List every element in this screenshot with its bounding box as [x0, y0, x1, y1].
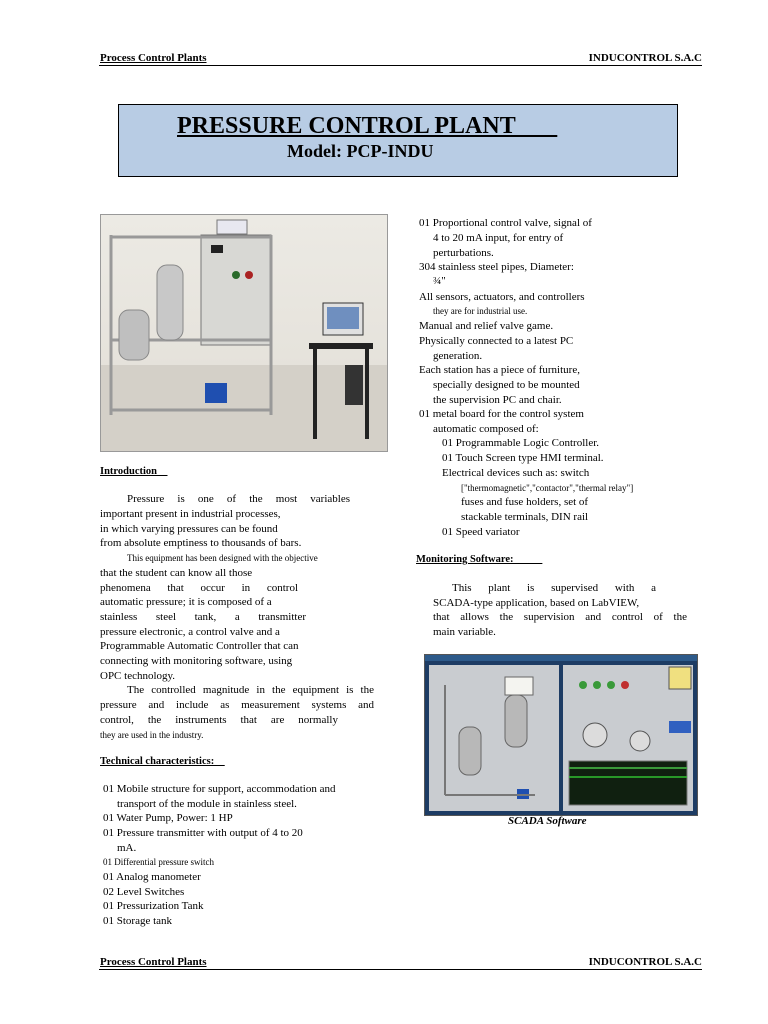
- spec-item-cont: specially designed to be mounted: [433, 379, 580, 391]
- intro-line: OPC technology.: [100, 670, 176, 682]
- technical-heading: Technical characteristics:: [100, 756, 225, 767]
- footer-right: INDUCONTROL S.A.C: [588, 956, 702, 968]
- sub-item: 01 Speed variator: [442, 526, 520, 538]
- intro-line: Pressure is one of the most variables: [127, 493, 350, 505]
- monitoring-line: main variable.: [433, 626, 496, 638]
- intro-line: they are used in the industry.: [100, 730, 204, 740]
- spec-item: All sensors, actuators, and controllers: [419, 291, 585, 303]
- page-title: PRESSURE CONTROL PLANT: [177, 113, 558, 139]
- spec-item: 01 Proportional control valve, signal of: [419, 217, 592, 229]
- tech-item: 01 Water Pump, Power: 1 HP: [103, 812, 233, 824]
- scada-screenshot: [424, 654, 698, 816]
- spec-item-cont: ¾": [433, 275, 446, 287]
- spec-item: Manual and relief valve game.: [419, 320, 554, 332]
- tech-item: 01 Storage tank: [103, 915, 173, 927]
- intro-line: pressure and include as measurement systems and: [100, 699, 374, 711]
- spec-item-cont: the supervision PC and chair.: [433, 394, 562, 406]
- sub-item-cont: fuses and fuse holders, set of: [461, 496, 589, 508]
- spec-item-cont: perturbations.: [433, 247, 494, 259]
- tech-item-cont: transport of the module in stainless steel.: [117, 798, 297, 810]
- tech-item-cont: mA.: [117, 842, 137, 854]
- header-rule: [99, 65, 702, 66]
- header-right: INDUCONTROL S.A.C: [588, 52, 702, 64]
- sub-item-cont: stackable terminals, DIN rail: [461, 511, 589, 523]
- intro-line: important present in industrial processes,: [100, 508, 281, 520]
- spec-item: 304 stainless steel pipes, Diameter:: [419, 261, 574, 273]
- intro-line: control, the instruments that are normally: [100, 714, 338, 726]
- spec-item-cont: 4 to 20 mA input, for entry of: [433, 232, 564, 244]
- spec-item-cont: generation.: [433, 350, 483, 362]
- spec-item-cont: they are for industrial use.: [433, 306, 528, 316]
- intro-line: stainless steel tank, a transmitter: [100, 611, 306, 623]
- intro-line: that the student can know all those: [100, 567, 253, 579]
- monitoring-heading: Monitoring Software:: [416, 554, 543, 565]
- footer-rule: [99, 969, 702, 970]
- model-subtitle: Model: PCP-INDU: [287, 141, 434, 161]
- monitoring-line: SCADA-type application, based on LabVIEW,: [433, 597, 640, 609]
- spec-item: Each station has a piece of furniture,: [419, 364, 580, 376]
- spec-item: 01 metal board for the control system: [419, 408, 584, 420]
- introduction-heading: Introduction: [100, 466, 168, 477]
- intro-line: automatic pressure; it is composed of a: [100, 596, 272, 608]
- sub-item: Electrical devices such as: switch: [442, 467, 590, 479]
- title-box: [118, 104, 678, 177]
- tech-item: 02 Level Switches: [103, 886, 185, 898]
- intro-line: The controlled magnitude in the equipment is the: [127, 684, 374, 696]
- intro-line: Programmable Automatic Controller that can: [100, 640, 299, 652]
- spec-item-cont: automatic composed of:: [433, 423, 539, 435]
- tech-item: 01 Pressurization Tank: [103, 900, 204, 912]
- sub-item-cont: ["thermomagnetic","contactor","thermal relay"]: [461, 483, 634, 493]
- spec-item: Physically connected to a latest PC: [419, 335, 574, 347]
- plant-photo: [100, 214, 388, 452]
- tech-item: 01 Analog manometer: [103, 871, 201, 883]
- intro-line: pressure electronic, a control valve and a: [100, 626, 280, 638]
- intro-line: This equipment has been designed with the objective: [127, 553, 318, 563]
- tech-item: 01 Mobile structure for support, accommodation and: [103, 783, 336, 795]
- intro-line: connecting with monitoring software, using: [100, 655, 293, 667]
- tech-item: 01 Differential pressure switch: [103, 857, 215, 867]
- sub-item: 01 Programmable Logic Controller.: [442, 437, 600, 449]
- intro-line: in which varying pressures can be found: [100, 523, 278, 535]
- sub-item: 01 Touch Screen type HMI terminal.: [442, 452, 604, 464]
- monitoring-line: This plant is supervised with a: [452, 582, 656, 594]
- intro-line: phenomena that occur in control: [100, 582, 298, 594]
- header-left: Process Control Plants: [100, 52, 207, 64]
- scada-caption: SCADA Software: [508, 815, 587, 827]
- footer-left: Process Control Plants: [100, 956, 207, 968]
- intro-line: from absolute emptiness to thousands of bars.: [100, 537, 302, 549]
- monitoring-line: that allows the supervision and control of the: [433, 611, 687, 623]
- tech-item: 01 Pressure transmitter with output of 4 to 20: [103, 827, 303, 839]
